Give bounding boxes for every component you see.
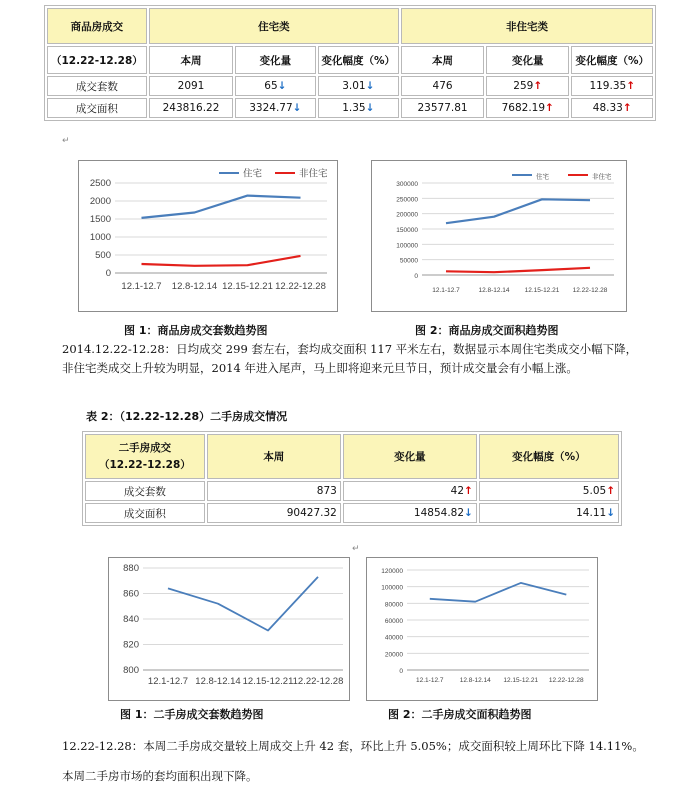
legend-label: 住宅 [243, 168, 263, 180]
figure-caption: 图 2：二手房成交面积趋势图 [388, 708, 532, 721]
table2-col-this-week: 本周 [207, 434, 341, 479]
row-label: 成交面积 [85, 503, 205, 523]
cell-value: 48.33↑ [571, 98, 653, 118]
cell-value: 90427.32 [207, 503, 341, 523]
cell-value: 119.35↑ [571, 76, 653, 96]
y-tick-label: 20000 [384, 651, 403, 659]
series-line [142, 256, 301, 266]
arrow-up-icon: ↑ [606, 485, 615, 497]
legend-label: 住宅 [536, 173, 549, 181]
arrow-down-icon: ↓ [606, 507, 615, 519]
figure-caption: 图 1：商品房成交套数趋势图 [124, 324, 268, 337]
x-tick-label: 12.15-12.21 [503, 677, 539, 684]
y-tick-label: 860 [123, 588, 139, 600]
table-row [47, 76, 653, 96]
y-tick-label: 100000 [381, 584, 403, 592]
cell-value: 3.01↓ [318, 76, 400, 96]
cell-value: 259↑ [486, 76, 569, 96]
table1-header-label: 商品房成交 [47, 8, 147, 44]
cell-value: 3324.77↓ [235, 98, 315, 118]
x-tick-label: 12.15-12.21 [524, 287, 560, 294]
chart-second-hand-units [108, 557, 350, 701]
x-tick-label: 12.1-12.7 [432, 287, 460, 294]
arrow-down-icon: ↓ [277, 80, 287, 92]
y-tick-label: 60000 [384, 618, 403, 625]
row-label: 成交套数 [47, 76, 147, 96]
y-tick-label: 500 [95, 250, 111, 261]
figure-caption: 图 1：二手房成交套数趋势图 [120, 708, 264, 721]
table1-col-change-pct: 变化幅度（%） [318, 46, 400, 74]
x-tick-label: 12.1-12.7 [121, 281, 162, 292]
cell-value: 65↓ [235, 76, 315, 96]
units-trend-chart [79, 161, 337, 311]
x-tick-label: 12.1-12.7 [416, 677, 444, 684]
table1-header-residential: 住宅类 [149, 8, 399, 44]
table1-col-change: 变化量 [235, 46, 315, 74]
arrow-up-icon: ↑ [533, 80, 543, 92]
header-line: （12.22-12.28） [99, 458, 191, 471]
series-line [446, 268, 590, 272]
y-tick-label: 250000 [396, 196, 418, 204]
table2-header-label [85, 434, 205, 479]
cell-value: 243816.22 [149, 98, 233, 118]
series-line [168, 577, 318, 631]
cell-value: 42↑ [343, 481, 477, 501]
y-tick-label: 50000 [399, 257, 418, 265]
figure-caption: 图 2：商品房成交面积趋势图 [415, 324, 559, 337]
arrow-up-icon: ↑ [464, 485, 473, 497]
cell-value: 476 [401, 76, 484, 96]
row-label: 成交套数 [85, 481, 205, 501]
arrow-down-icon: ↓ [365, 80, 375, 92]
y-tick-label: 0 [399, 668, 403, 675]
y-tick-label: 120000 [381, 568, 403, 575]
chart-second-hand-area [366, 557, 598, 701]
analysis-paragraph: 2014.12.22-12.28：日均成交 299 套左右，套均成交面积 117 平米左右，数据显示本周住宅类成交小幅下降，非住宅类成交上升较为明显，2014 年进入尾声，马上即将迎来元旦节日，预计成交量会有小幅上涨。 [62, 342, 638, 375]
x-tick-label: 12.1-12.7 [147, 676, 189, 687]
y-tick-label: 40000 [384, 634, 403, 642]
legend-label: 非住宅 [299, 168, 328, 180]
chart-new-housing-area [371, 160, 627, 312]
y-tick-label: 1000 [89, 232, 111, 243]
cell-value: 7682.19↑ [486, 98, 569, 118]
cell-value: 1.35↓ [318, 98, 400, 118]
table-row [85, 481, 619, 501]
chart-new-housing-units [78, 160, 338, 312]
header-line: 二手房成交 [118, 441, 172, 454]
x-tick-label: 12.22-12.28 [572, 287, 608, 294]
y-tick-label: 2500 [89, 178, 111, 189]
table1-col-this-week: 本周 [149, 46, 233, 74]
arrow-down-icon: ↓ [292, 102, 302, 114]
y-tick-label: 200000 [396, 211, 418, 219]
cell-value: 873 [207, 481, 341, 501]
arrow-up-icon: ↑ [622, 102, 632, 114]
new-housing-table [44, 5, 656, 121]
cell-value: 14.11↓ [479, 503, 619, 523]
x-tick-label: 12.22-12.28 [292, 676, 344, 687]
x-tick-label: 12.22-12.28 [275, 281, 326, 292]
series-line [142, 196, 301, 218]
y-tick-label: 80000 [384, 601, 403, 609]
y-tick-label: 840 [123, 614, 139, 625]
y-tick-label: 0 [414, 273, 418, 280]
arrow-down-icon: ↓ [365, 102, 375, 114]
row-label: 成交面积 [47, 98, 147, 118]
cell-value: 14854.82↓ [343, 503, 477, 523]
table1-col-this-week-2: 本周 [401, 46, 484, 74]
y-tick-label: 0 [105, 268, 111, 279]
x-tick-label: 12.8-12.14 [171, 281, 218, 292]
area-trend-chart [372, 161, 626, 311]
cell-value: 5.05↑ [479, 481, 619, 501]
y-tick-label: 820 [123, 639, 139, 651]
series-line [430, 583, 567, 602]
area-trend-chart [367, 558, 597, 700]
table-row [47, 98, 653, 118]
table1-col-change-pct-2: 变化幅度（%） [571, 46, 653, 74]
y-tick-label: 300000 [396, 181, 418, 188]
y-tick-label: 150000 [396, 227, 418, 234]
second-hand-housing-table [82, 431, 622, 526]
legend-label: 非住宅 [592, 173, 612, 181]
table2-col-change: 变化量 [343, 434, 477, 479]
arrow-down-icon: ↓ [464, 507, 473, 519]
table-title: 表 2：（12.22-12.28）二手房成交情况 [86, 410, 288, 423]
table1-period: （12.22-12.28） [47, 46, 147, 74]
y-tick-label: 2000 [89, 196, 111, 207]
units-trend-chart [109, 558, 349, 700]
x-tick-label: 12.8-12.14 [195, 676, 241, 687]
y-tick-label: 800 [123, 665, 139, 676]
paragraph-mark: ↵ [352, 544, 360, 554]
y-tick-label: 100000 [396, 242, 418, 250]
cell-value: 23577.81 [401, 98, 484, 118]
paragraph-mark: ↵ [62, 136, 70, 146]
table1-col-change-2: 变化量 [486, 46, 569, 74]
x-tick-label: 12.8-12.14 [478, 287, 510, 294]
arrow-up-icon: ↑ [545, 102, 554, 114]
table2-col-change-pct: 变化幅度（%） [479, 434, 619, 479]
arrow-up-icon: ↑ [626, 80, 635, 92]
table1-header-non-residential: 非住宅类 [401, 8, 653, 44]
y-tick-label: 880 [123, 563, 139, 574]
analysis-paragraph: 12.22-12.28：本周二手房成交量较上周成交上升 42 套，环比上升 5.05%；成交面积较上周环比下降 14.11%。本周二手房市场的套均面积出现下降。 [62, 739, 644, 783]
cell-value: 2091 [149, 76, 233, 96]
x-tick-label: 12.15-12.21 [222, 281, 273, 292]
table-row [85, 503, 619, 523]
x-tick-label: 12.15-12.21 [242, 676, 294, 687]
x-tick-label: 12.8-12.14 [459, 677, 491, 684]
series-line [446, 199, 590, 223]
x-tick-label: 12.22-12.28 [548, 677, 584, 684]
y-tick-label: 1500 [89, 214, 111, 225]
